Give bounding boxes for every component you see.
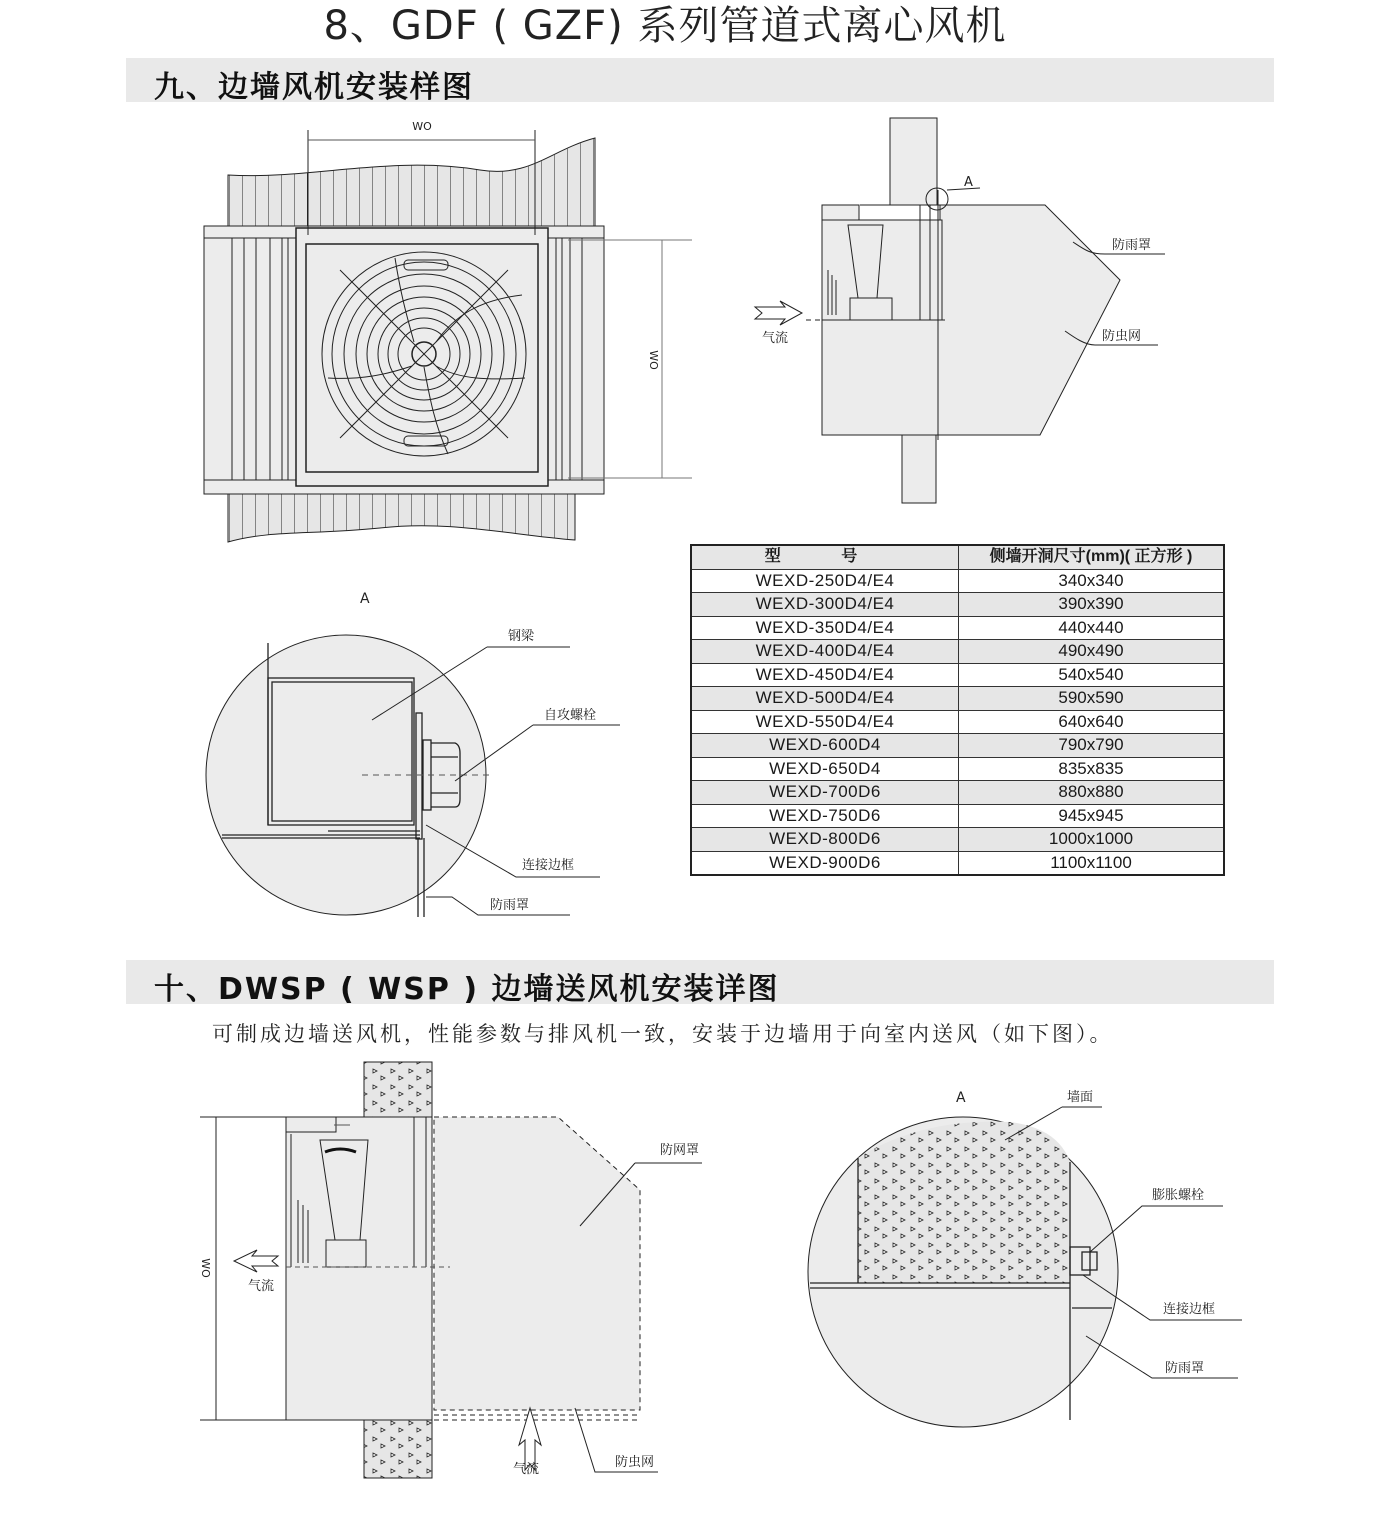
callout-mesh-guard: 防网罩 — [660, 1143, 700, 1158]
detail-a-marker: A — [964, 175, 973, 190]
table-row — [691, 569, 1224, 593]
airflow-label: 气流 — [762, 331, 789, 346]
cell-model: WEXD-250D4/E4 — [691, 569, 959, 593]
callout-self-tapping-bolt: 自攻螺栓 — [544, 708, 597, 723]
cell-model: WEXD-900D6 — [691, 851, 959, 875]
front-width-dim-label: WO — [412, 120, 432, 133]
callout-connection-frame: 连接边框 — [1163, 1302, 1216, 1317]
cell-model: WEXD-650D4 — [691, 757, 959, 781]
supply-height-dim-label: WO — [199, 1258, 212, 1278]
cell-size: 440x440 — [959, 616, 1225, 640]
callout-expansion-bolt: 膨胀螺栓 — [1152, 1188, 1205, 1203]
section-10-description: 可制成边墙送风机，性能参数与排风机一致，安装于边墙用于向室内送风（如下图）。 — [212, 1022, 1114, 1046]
section-9-heading: 九、边墙风机安装样图 — [154, 70, 474, 105]
cell-size: 835x835 — [959, 757, 1225, 781]
table-header-row — [691, 545, 1224, 569]
detail-a-diagram — [200, 585, 620, 930]
cell-model: WEXD-750D6 — [691, 804, 959, 828]
airflow-label-left: 气流 — [248, 1279, 275, 1294]
cell-model: WEXD-600D4 — [691, 734, 959, 758]
table-row — [691, 593, 1224, 617]
section-10-heading: 十、DWSP ( WSP ) 边墙送风机安装详图 — [154, 972, 780, 1007]
cell-size: 640x640 — [959, 710, 1225, 734]
table-row — [691, 640, 1224, 664]
cell-size: 790x790 — [959, 734, 1225, 758]
cell-size: 490x490 — [959, 640, 1225, 664]
cell-model: WEXD-350D4/E4 — [691, 616, 959, 640]
table-row — [691, 781, 1224, 805]
callout-connection-frame: 连接边框 — [522, 858, 575, 873]
supply-fan-side-view-diagram — [190, 1050, 730, 1490]
cell-model: WEXD-400D4/E4 — [691, 640, 959, 664]
cell-model: WEXD-300D4/E4 — [691, 593, 959, 617]
callout-steel-beam: 钢梁 — [508, 629, 535, 644]
cell-size: 945x945 — [959, 804, 1225, 828]
cell-model: WEXD-700D6 — [691, 781, 959, 805]
callout-insect-screen: 防虫网 — [615, 1455, 655, 1470]
table-row — [691, 734, 1224, 758]
section-9-heading-band — [126, 58, 1274, 105]
table-row — [691, 687, 1224, 711]
table-row — [691, 828, 1224, 852]
page-title: 8、GDF ( GZF) 系列管道式离心风机 — [323, 3, 1007, 49]
opening-size-table — [690, 544, 1225, 876]
cell-size: 1100x1100 — [959, 851, 1225, 875]
table-row — [691, 616, 1224, 640]
table-row — [691, 851, 1224, 875]
table-row — [691, 804, 1224, 828]
callout-wall-surface: 墙面 — [1067, 1090, 1094, 1105]
cell-size: 340x340 — [959, 569, 1225, 593]
front-height-dim-label: WO — [647, 350, 660, 370]
cell-model: WEXD-500D4/E4 — [691, 687, 959, 711]
section-10-heading-band — [126, 960, 1274, 1007]
table-row — [691, 710, 1224, 734]
supply-detail-a-diagram — [800, 1080, 1260, 1440]
cell-model: WEXD-450D4/E4 — [691, 663, 959, 687]
callout-rain-hood: 防雨罩 — [1112, 238, 1152, 253]
header-model: 型 号 — [691, 545, 959, 569]
side-view-diagram — [740, 110, 1200, 510]
detail-a-title: A — [360, 591, 370, 607]
callout-rain-hood: 防雨罩 — [1165, 1361, 1205, 1376]
detail-a-title: A — [956, 1090, 966, 1106]
callout-insect-screen: 防虫网 — [1102, 329, 1142, 344]
airflow-label-bottom: 气流 — [513, 1462, 540, 1477]
cell-size: 540x540 — [959, 663, 1225, 687]
callout-rain-hood: 防雨罩 — [490, 898, 530, 913]
cell-size: 1000x1000 — [959, 828, 1225, 852]
front-view-diagram — [190, 110, 710, 550]
table-row — [691, 663, 1224, 687]
cell-size: 880x880 — [959, 781, 1225, 805]
table-row — [691, 757, 1224, 781]
header-opening-size: 侧墙开洞尺寸(mm)( 正方形 ) — [959, 545, 1225, 569]
cell-model: WEXD-550D4/E4 — [691, 710, 959, 734]
cell-model: WEXD-800D6 — [691, 828, 959, 852]
cell-size: 390x390 — [959, 593, 1225, 617]
cell-size: 590x590 — [959, 687, 1225, 711]
